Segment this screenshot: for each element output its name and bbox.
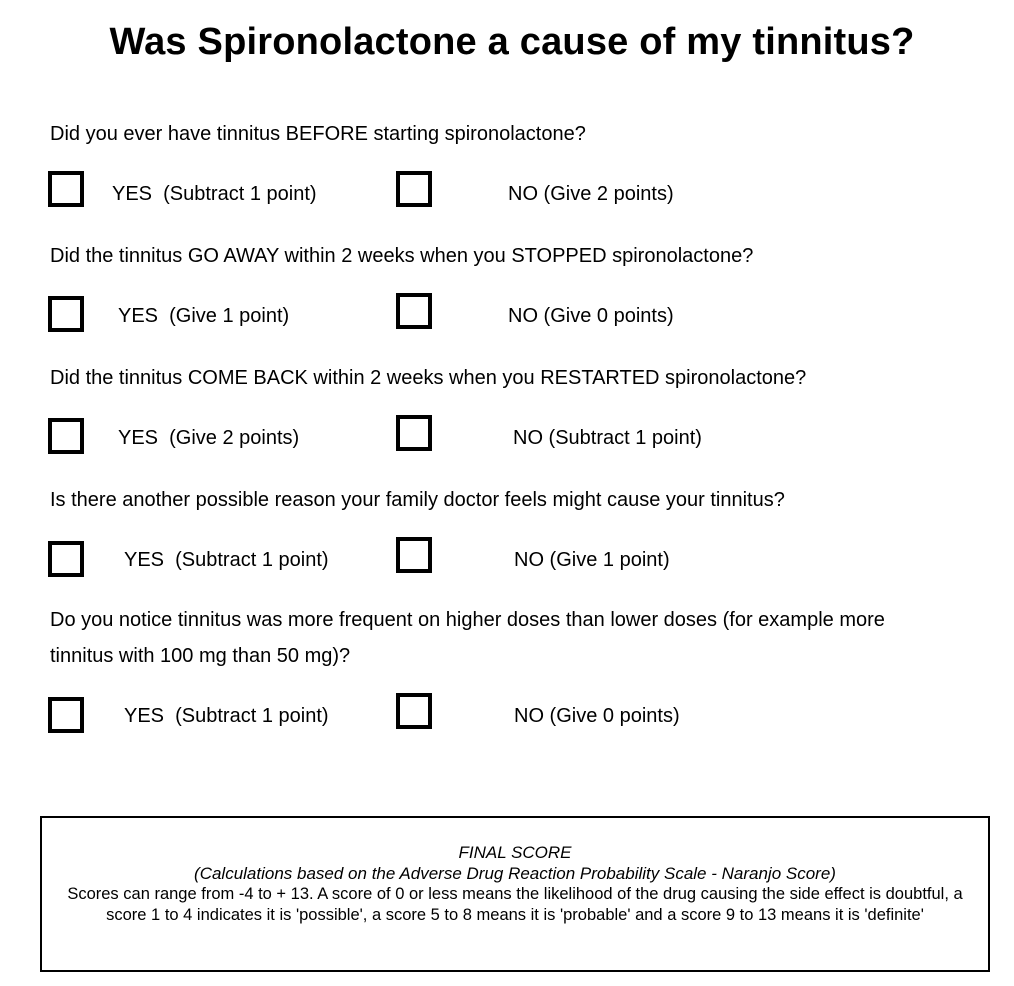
question-2-yes-label: YES (Give 1 point) (118, 305, 290, 327)
question-1-text: Did you ever have tinnitus BEFORE starting spironolactone? (50, 123, 586, 145)
question-4-no-label: NO (Give 1 point) (514, 549, 670, 571)
question-2-yes-checkbox[interactable] (48, 296, 84, 332)
final-score-explanation: Scores can range from -4 to + 13. A score of 0 or less means the likelihood of the drug causing the side effect is doubtful, a score 1 to 4 indicates it is 'possible', a score 5 to 8 means it is 'probable' and a score 9 to 13 means it is 'definite' (67, 885, 963, 924)
final-score-heading: FINAL SCORE (458, 843, 572, 862)
question-5-no-checkbox[interactable] (396, 693, 432, 729)
final-score-subheading: (Calculations based on the Adverse Drug Reaction Probability Scale - Naranjo Score) (194, 864, 836, 883)
question-3-no-checkbox[interactable] (396, 415, 432, 451)
question-3-no-label: NO (Subtract 1 point) (513, 427, 702, 449)
question-5-text: Do you notice tinnitus was more frequent on higher doses than lower doses (for example more tinnitus with 100 mg than 50 mg)? (50, 609, 885, 667)
question-2-no-checkbox[interactable] (396, 293, 432, 329)
question-4-no-checkbox[interactable] (396, 537, 432, 573)
question-4-yes-checkbox[interactable] (48, 541, 84, 577)
question-4-yes-label: YES (Subtract 1 point) (124, 549, 329, 571)
question-1-yes-checkbox[interactable] (48, 171, 84, 207)
question-2-text: Did the tinnitus GO AWAY within 2 weeks when you STOPPED spironolactone? (50, 245, 754, 267)
question-5-no-label: NO (Give 0 points) (514, 705, 680, 727)
question-5-yes-label: YES (Subtract 1 point) (124, 705, 329, 727)
question-2-no-label: NO (Give 0 points) (508, 305, 674, 327)
question-1-no-checkbox[interactable] (396, 171, 432, 207)
question-3-yes-checkbox[interactable] (48, 418, 84, 454)
question-4-text: Is there another possible reason your family doctor feels might cause your tinnitus? (50, 489, 785, 511)
question-1-yes-label: YES (Subtract 1 point) (112, 183, 317, 205)
question-1-no-label: NO (Give 2 points) (508, 183, 674, 205)
question-3-yes-label: YES (Give 2 points) (118, 427, 300, 449)
final-score-box (40, 816, 990, 972)
page-title: Was Spironolactone a cause of my tinnitus? (109, 21, 915, 63)
question-5-yes-checkbox[interactable] (48, 697, 84, 733)
question-3-text: Did the tinnitus COME BACK within 2 weeks when you RESTARTED spironolactone? (50, 367, 807, 389)
